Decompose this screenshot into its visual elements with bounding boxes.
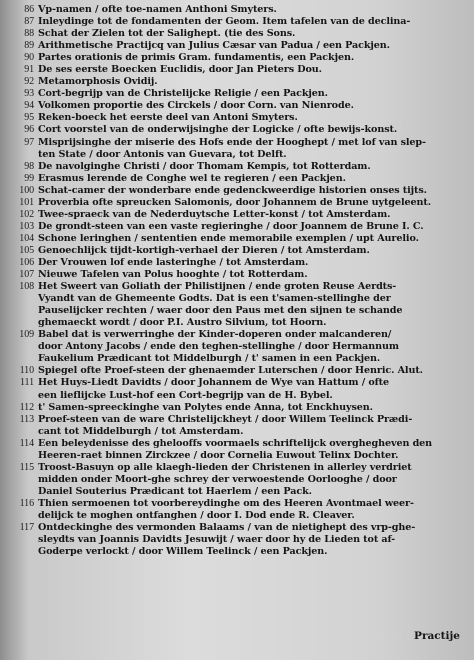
entry-text: Misprijsinghe der miserie des Hofs ende der Hooghept / met lof van slep- ten State / door Antonis van Guevara, tot Delft. [38, 136, 426, 160]
list-item [14, 522, 466, 558]
list-item [14, 173, 466, 185]
entry-text: Proef-steen van de ware Christelijckheyt / door Willem Teelinck Prædi- cant tot Middelburgh / tot Amsterdam. [38, 413, 413, 437]
catchword: Practije [414, 630, 460, 642]
list-item [14, 100, 466, 112]
list-item [14, 4, 466, 16]
list-item [14, 438, 466, 462]
list-item [14, 221, 466, 233]
entry-text: Schone leringhen / sententien ende memorabile exemplen / upt Aurelio. [38, 232, 419, 244]
entry-number: 105 [19, 244, 34, 256]
list-item [14, 365, 466, 377]
entry-number: 96 [24, 124, 34, 136]
list-item [14, 52, 466, 64]
entry-number: 108 [19, 281, 34, 293]
entry-text: Partes orationis de primis Gram. fundamentis, een Packjen. [38, 52, 355, 64]
list-item [14, 414, 466, 438]
entry-number: 110 [19, 365, 34, 377]
entry-text: Inleydinge tot de fondamenten der Geom. Item tafelen van de declina- [38, 16, 411, 28]
list-item [14, 40, 466, 52]
entry-number: 115 [19, 461, 34, 473]
entry-text: De navolginghe Christi / door Thomam Kempis, tot Rotterdam. [38, 160, 371, 172]
entry-number: 93 [24, 88, 34, 100]
entry-text: Arithmetische Practijcq van Julius Cæsar van Padua / een Packjen. [38, 40, 390, 52]
entry-text: Het Sweert van Goliath der Philistijnen / ende groten Reuse Aerdts- Vyandt van de Ghemeente Godts. Dat is een t'samen-stellinghe der Pauselijcker rechten / waer door den Paus met den sijnen te schande ghemaeckt wordt / door P.I. Austro Silvium, tot Hoorn. [38, 281, 403, 329]
entry-number: 91 [24, 64, 34, 76]
entry-text: Schat der Zielen tot der Salighept. (tie des Sons. [38, 28, 296, 40]
entry-text: t' Samen-spreeckinghe van Polytes ende Anna, tot Enckhuysen. [38, 401, 373, 413]
list-item [14, 233, 466, 245]
entry-number: 90 [24, 52, 34, 64]
entry-text: Cort voorstel van de onderwijsinghe der Logicke / ofte bewijs-konst. [38, 124, 398, 136]
entry-text: Nieuwe Tafelen van Polus hooghte / tot Rotterdam. [38, 269, 308, 281]
list-item [14, 16, 466, 28]
list-item [14, 64, 466, 76]
entry-number: 114 [19, 437, 34, 449]
entry-text: Schat-camer der wonderbare ende gedenckweerdige historien onses tijts. [38, 184, 427, 196]
list-item [14, 269, 466, 281]
entry-number: 113 [19, 413, 34, 425]
entry-text: Erasmus lerende de Conghe wel te regieren / een Packjen. [38, 172, 346, 184]
list-item [14, 402, 466, 414]
entry-number: 89 [24, 40, 34, 52]
list-item [14, 185, 466, 197]
entry-text: Cort-begrijp van de Christelijcke Religie / een Packjen. [38, 88, 328, 100]
entry-text: Spiegel ofte Proef-steen der ghenaemder Luterschen / door Henric. Alut. [38, 365, 423, 377]
entry-text: Ontdeckinghe des vermonden Balaams / van de nietighept des vrp-ghe- sleydts van Joannis Davidts Jesuwijt / waer door hy de Lieden tot af- Goderpe verlockt / door Willem Teelinck / een Packjen. [38, 522, 416, 558]
entry-text: Vp-namen / ofte toe-namen Anthoni Smyters. [38, 4, 277, 15]
entry-number: 86 [24, 4, 34, 15]
list-item [14, 124, 466, 136]
entry-text: De grondt-steen van een vaste regieringhe / door Joannem de Brune I. C. [38, 220, 424, 232]
entry-text: Genoechlijck tijdt-kortigh-verhael der Dieren / tot Amsterdam. [38, 244, 370, 256]
list-item [14, 245, 466, 257]
entry-text: Troost-Basuyn op alle klaegh-lieden der Christenen in allerley verdriet midden onder Moort-ghe schrey der verwoestende Oorlooghe / door Daniel Souterius Prædicant tot Haerlem / een Pack. [38, 461, 412, 497]
entry-number: 112 [19, 401, 34, 413]
entry-text: Metamorphosis Ovidij. [38, 76, 158, 88]
entry-number: 99 [24, 172, 34, 184]
list-item [14, 209, 466, 221]
list-item [14, 76, 466, 88]
entry-number: 104 [19, 232, 34, 244]
entry-number: 107 [19, 269, 34, 281]
entry-number: 97 [24, 136, 34, 148]
entry-number: 87 [24, 16, 34, 28]
list-item [14, 161, 466, 173]
entry-number: 111 [20, 377, 34, 389]
entry-text: Twee-spraeck van de Nederduytsche Letter-konst / tot Amsterdam. [38, 208, 391, 220]
entry-text: Babel dat is verwerringhe der Kinder-doperen onder malcanderen/ door Antony Jacobs / ende den teghen-stellinghe / door Hermannum Faukelium Prædicant tot Middelburgh / t' samen in een Packjen. [38, 329, 399, 365]
book-list [14, 4, 466, 558]
list-item [14, 498, 466, 522]
entry-number: 102 [19, 208, 34, 220]
list-item [14, 462, 466, 498]
entry-number: 92 [24, 76, 34, 88]
entry-text: Het Huys-Liedt Davidts / door Johannem de Wye van Hattum / ofte een lieflijcke Lust-hof een Cort-begrijp van de H. Bybel. [38, 377, 390, 401]
entry-text: De ses eerste Boecken Euclidis, door Jan Pieters Dou. [38, 64, 322, 76]
entry-number: 88 [24, 28, 34, 40]
entry-number: 95 [24, 112, 34, 124]
entry-number: 109 [19, 329, 34, 341]
entry-number: 103 [19, 220, 34, 232]
entry-number: 98 [24, 160, 34, 172]
list-item [14, 28, 466, 40]
list-item [14, 112, 466, 124]
list-item [14, 377, 466, 401]
list-item [14, 281, 466, 329]
list-item [14, 88, 466, 100]
list-item [14, 329, 466, 365]
entry-number: 106 [19, 256, 34, 268]
entry-text: Thien sermoenen tot voorbereydinghe om des Heeren Avontmael weer- delijck te moghen ontfanghen / door I. Dod ende R. Cleaver. [38, 497, 414, 521]
entry-number: 101 [19, 196, 34, 208]
entry-number: 116 [19, 497, 34, 509]
entry-text: Een beleydenisse des ghelooffs voormaels schriftelijck overghegheven den Heeren-raet binnen Zirckzee / door Cornelia Euwout Telinx Dochter. [38, 437, 433, 461]
entry-text: Der Vrouwen lof ende lasteringhe / tot Amsterdam. [38, 256, 309, 268]
entry-text: Proverbia ofte spreucken Salomonis, door Johannem de Brune uytgeleent. [38, 196, 431, 208]
entry-number: 117 [19, 522, 34, 534]
list-item [14, 137, 466, 161]
entry-text: Reken-boeck het eerste deel van Antoni Smyters. [38, 112, 298, 124]
entry-number: 94 [24, 100, 34, 112]
entry-text: Volkomen proportie des Circkels / door Corn. van Nienrode. [38, 100, 354, 112]
list-item [14, 197, 466, 209]
entry-number: 100 [19, 184, 34, 196]
list-item [14, 257, 466, 269]
